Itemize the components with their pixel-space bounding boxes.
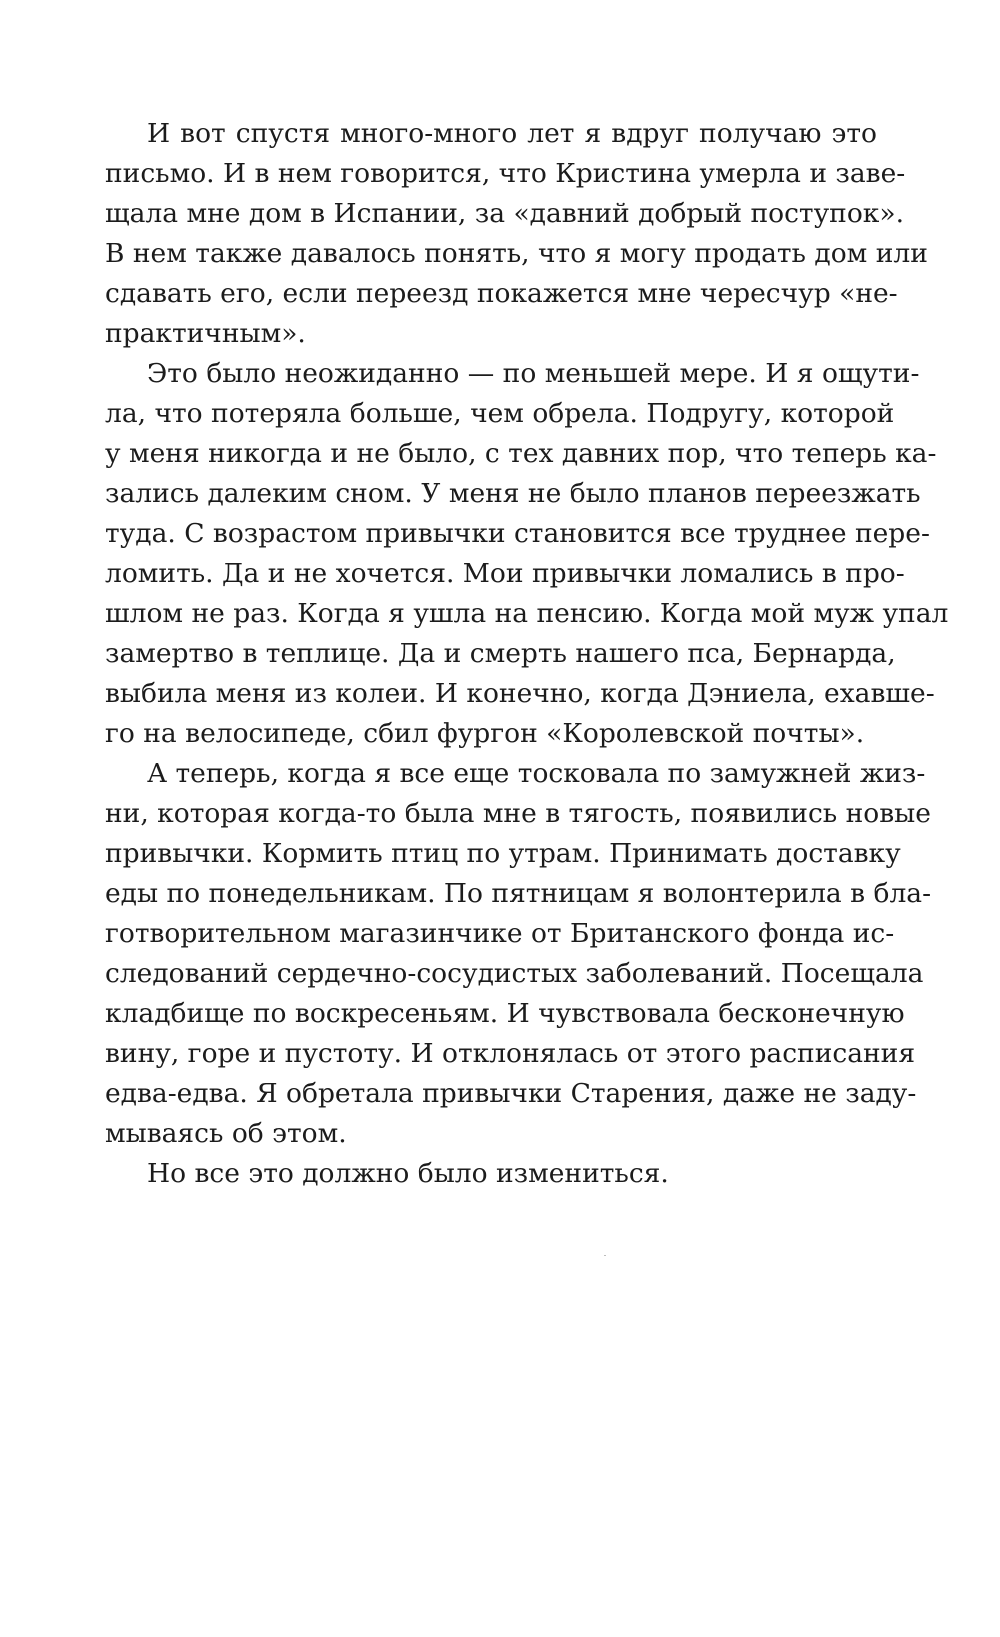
text-line: замертво в теплице. Да и смерть нашего пса, Бернарда, — [105, 638, 896, 669]
text-line: еды по понедельникам. По пятницам я волонтерила в бла- — [105, 878, 932, 909]
paragraph-1 — [105, 114, 928, 354]
text-line: В нем также давалось понять, что я могу продать дом или — [105, 238, 928, 269]
text-line: готворительном магазинчике от Британского фонда ис- — [105, 918, 895, 949]
paragraph-3 — [105, 754, 932, 1154]
text-line: ни, которая когда-то была мне в тягость, появились новые — [105, 798, 931, 829]
paragraph-2 — [105, 354, 949, 754]
text-line: сдавать его, если переезд покажется мне чересчур «не- — [105, 278, 898, 309]
text-line: И вот спустя много-много лет я вдруг получаю это — [147, 118, 877, 149]
body-text — [105, 114, 949, 1194]
text-line: вину, горе и пустоту. И отклонялась от этого расписания — [105, 1038, 916, 1069]
text-line: туда. С возрастом привычки становится все труднее пере- — [105, 518, 930, 549]
text-line: у меня никогда и не было, с тех давних пор, что теперь ка- — [105, 438, 937, 469]
text-line: зались далеким сном. У меня не было планов переезжать — [105, 478, 921, 509]
text-line: шлом не раз. Когда я ушла на пенсию. Когда мой муж упал — [105, 598, 949, 629]
text-line: Это было неожиданно — по меньшей мере. И я ощути- — [147, 358, 920, 389]
text-line: кладбище по воскресеньям. И чувствовала бесконечную — [105, 998, 905, 1029]
paragraph-4 — [105, 1154, 877, 1194]
text-line: ломить. Да и не хочется. Мои привычки ломались в про- — [105, 558, 905, 589]
text-line: письмо. И в нем говорится, что Кристина умерла и заве- — [105, 158, 906, 189]
text-line: следований сердечно-сосудистых заболеваний. Посещала — [105, 958, 924, 989]
text-line: мываясь об этом. — [105, 1118, 347, 1149]
text-line: щала мне дом в Испании, за «давний добрый поступок». — [105, 198, 904, 229]
text-line: выбила меня из колеи. И конечно, когда Дэниела, ехавше- — [105, 678, 935, 709]
scan-speck — [604, 1255, 606, 1256]
text-line: А теперь, когда я все еще тосковала по замужней жиз- — [147, 758, 926, 789]
text-line: го на велосипеде, сбил фургон «Королевской почты». — [105, 718, 865, 749]
text-line: едва-едва. Я обретала привычки Старения, даже не заду- — [105, 1078, 917, 1109]
text-line: ла, что потеряла больше, чем обрела. Подругу, которой — [105, 398, 895, 429]
text-line: Но все это должно было измениться. — [147, 1158, 669, 1189]
text-line: привычки. Кормить птиц по утрам. Принимать доставку — [105, 838, 901, 869]
text-line: практичным». — [105, 318, 306, 349]
